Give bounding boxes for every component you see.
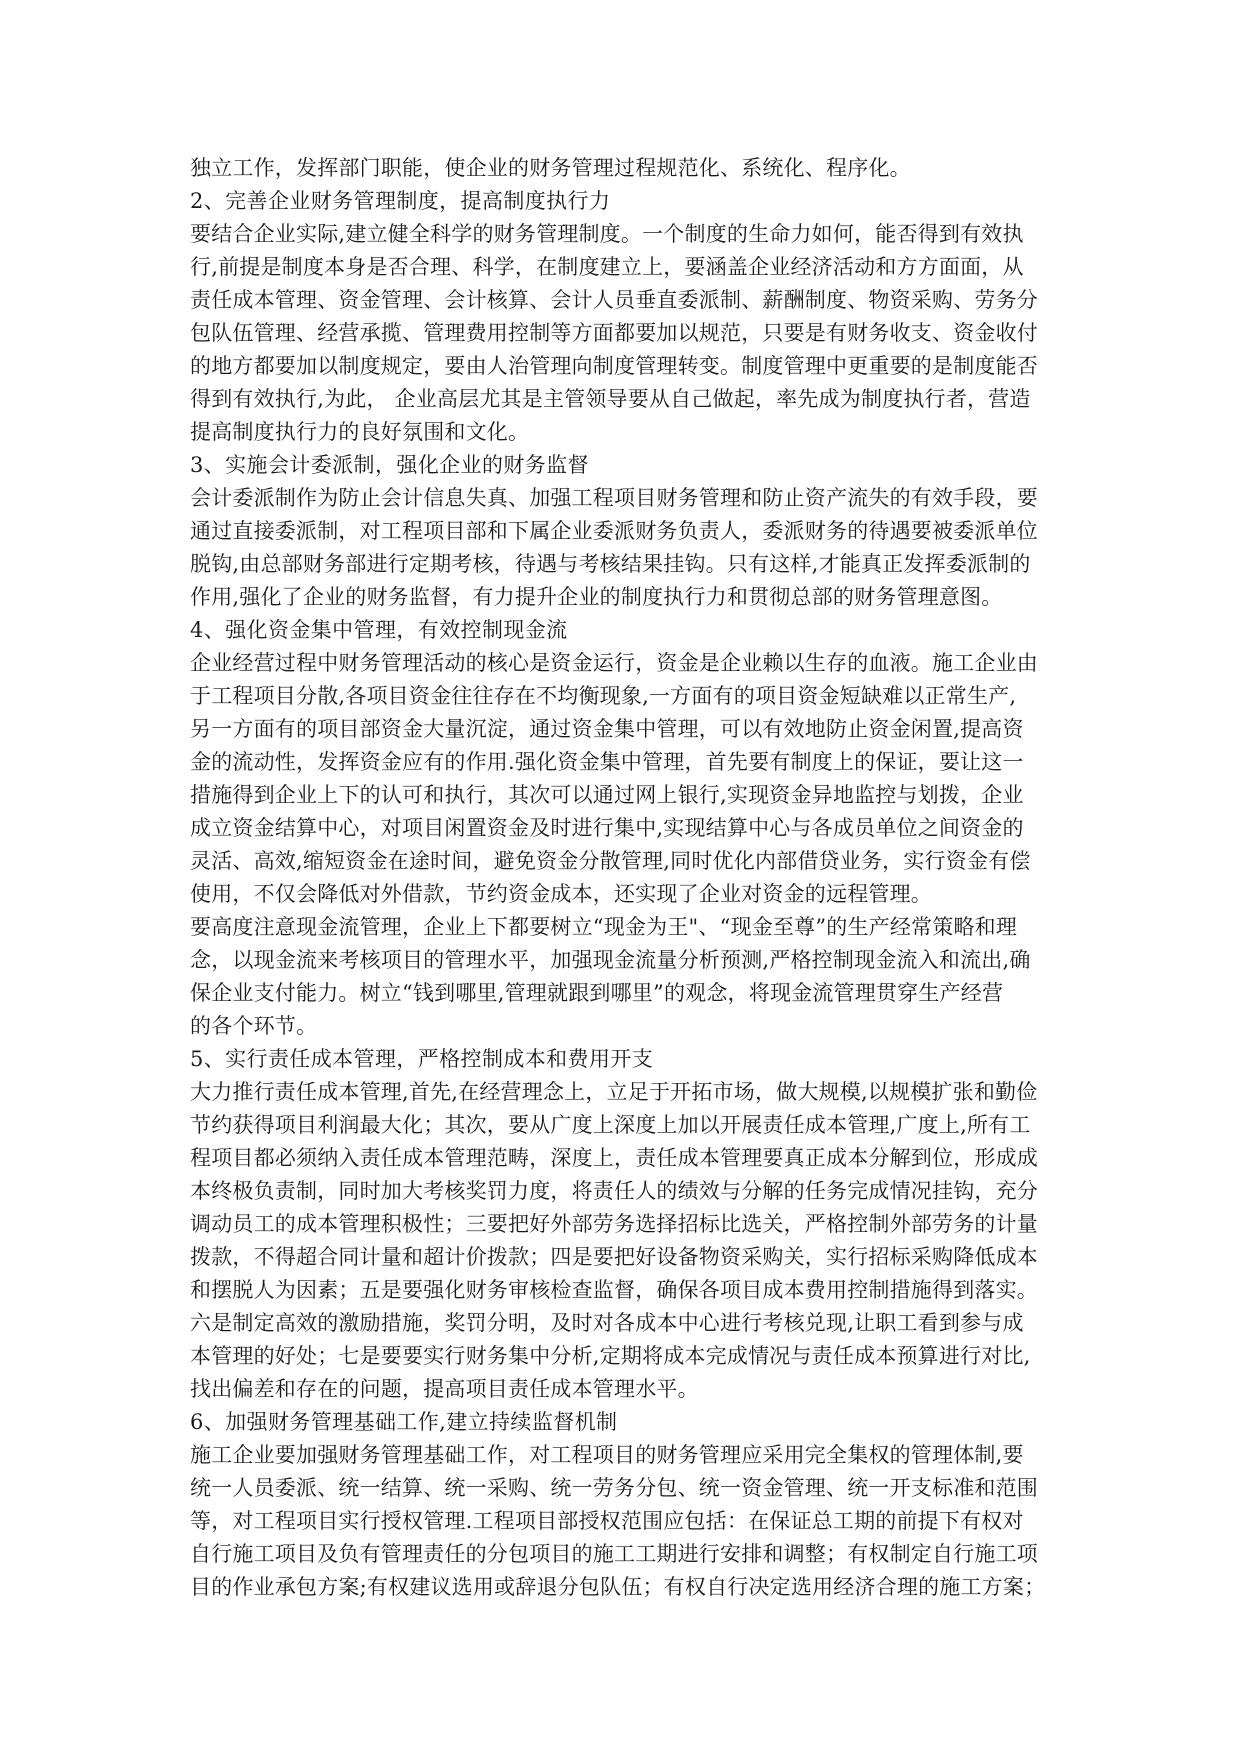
text-line: 等，对工程项目实行授权管理.工程项目部授权范围应包括：在保证总工期的前提下有权对 — [190, 1509, 1024, 1533]
section-heading: 2、完善企业财务管理制度，提高制度执行力 — [190, 189, 611, 213]
text-line: 脱钩,由总部财务部进行定期考核，待遇与考核结果挂钩。只有这样,才能真正发挥委派制的 — [190, 552, 1031, 576]
text-line: 要结合企业实际,建立健全科学的财务管理制度。一个制度的生命力如何，能否得到有效执 — [190, 222, 1024, 246]
text-line: 施工企业要加强财务管理基础工作，对工程项目的财务管理应采用完全集权的管理体制,要 — [190, 1443, 1024, 1467]
text-line: 程项目都必须纳入责任成本管理范畴，深度上，责任成本管理要真正成本分解到位，形成成 — [190, 1146, 1038, 1170]
section-heading: 6、加强财务管理基础工作,建立持续监督机制 — [190, 1410, 618, 1434]
text-line: 念，以现金流来考核项目的管理水平，加强现金流量分析预测,严格控制现金流入和流出,确 — [190, 948, 1031, 972]
text-line: 灵活、高效,缩短资金在途时间，避免资金分散管理,同时优化内部借贷业务，实行资金有偿 — [190, 849, 1031, 873]
text-line: 和摆脱人为因素；五是要强化财务审核检查监督，确保各项目成本费用控制措施得到落实。 — [190, 1278, 1038, 1302]
text-line: 责任成本管理、资金管理、会计核算、会计人员垂直委派制、薪酬制度、物资采购、劳务分 — [190, 288, 1038, 312]
text-line: 的各个环节。 — [190, 1014, 318, 1038]
text-line: 节约获得项目利润最大化；其次，要从广度上深度上加以开展责任成本管理,广度上,所有工 — [190, 1113, 1031, 1137]
text-line: 另一方面有的项目部资金大量沉淀，通过资金集中管理，可以有效地防止资金闲置,提高资 — [190, 717, 1024, 741]
section-heading: 3、实施会计委派制，强化企业的财务监督 — [190, 453, 589, 477]
section-heading: 4、强化资金集中管理，有效控制现金流 — [190, 618, 568, 642]
text-line: 于工程项目分散,各项目资金往往存在不均衡现象,一方面有的项目资金短缺难以正常生产, — [190, 684, 1017, 708]
text-line: 保企业支付能力。树立“钱到哪里,管理就跟到哪里”的观念，将现金流管理贯穿生产经营 — [190, 981, 1004, 1005]
text-line: 的地方都要加以制度规定，要由人治管理向制度管理转变。制度管理中更重要的是制度能否 — [190, 354, 1038, 378]
text-line: 找出偏差和存在的问题，提高项目责任成本管理水平。 — [190, 1377, 699, 1401]
text-line: 自行施工项目及负有管理责任的分包项目的施工工期进行安排和调整；有权制定自行施工项 — [190, 1542, 1038, 1566]
section-heading: 5、实行责任成本管理，严格控制成本和费用开支 — [190, 1047, 654, 1071]
text-line: 使用，不仅会降低对外借款，节约资金成本，还实现了企业对资金的远程管理。 — [190, 882, 932, 906]
text-line: 六是制定高效的激励措施，奖罚分明，及时对各成本中心进行考核兑现,让职工看到参与成 — [190, 1311, 1024, 1335]
text-line: 独立工作，发挥部门职能，使企业的财务管理过程规范化、系统化、程序化。 — [190, 156, 911, 180]
text-line: 通过直接委派制，对工程项目部和下属企业委派财务负责人，委派财务的待遇要被委派单位 — [190, 519, 1038, 543]
text-line: 包队伍管理、经营承揽、管理费用控制等方面都要加以规范，只要是有财务收支、资金收付 — [190, 321, 1038, 345]
text-line: 本终极负责制，同时加大考核奖罚力度，将责任人的绩效与分解的任务完成情况挂钩，充分 — [190, 1179, 1038, 1203]
text-line: 要高度注意现金流管理，企业上下都要树立“现金为王"、“现金至尊”的生产经常策略和理 — [190, 915, 1018, 939]
document-page — [190, 152, 1054, 1604]
text-line: 拨款，不得超合同计量和超计价拨款；四是要把好设备物资采购关，实行招标采购降低成本 — [190, 1245, 1038, 1269]
text-line: 得到有效执行,为此， 企业高层尤其是主管领导要从自己做起，率先成为制度执行者，营造 — [190, 387, 1031, 411]
text-line: 金的流动性，发挥资金应有的作用.强化资金集中管理，首先要有制度上的保证，要让这一 — [190, 750, 1024, 774]
text-line: 行,前提是制度本身是否合理、科学，在制度建立上，要涵盖企业经济活动和方方面面，从 — [190, 255, 1024, 279]
text-line: 大力推行责任成本管理,首先,在经营理念上，立足于开拓市场，做大规模,以规模扩张和勤俭 — [190, 1080, 1038, 1104]
text-line: 统一人员委派、统一结算、统一采购、统一劳务分包、统一资金管理、统一开支标准和范围 — [190, 1476, 1038, 1500]
text-line: 提高制度执行力的良好氛围和文化。 — [190, 420, 530, 444]
text-line: 目的作业承包方案;有权建议选用或辞退分包队伍；有权自行决定选用经济合理的施工方案； — [190, 1575, 1046, 1599]
text-line: 调动员工的成本管理积极性；三要把好外部劳务选择招标比选关，严格控制外部劳务的计量 — [190, 1212, 1038, 1236]
text-line: 会计委派制作为防止会计信息失真、加强工程项目财务管理和防止资产流失的有效手段，要 — [190, 486, 1038, 510]
text-line: 作用,强化了企业的财务监督，有力提升企业的制度执行力和贯彻总部的财务管理意图。 — [190, 585, 1003, 609]
text-line: 措施得到企业上下的认可和执行，其次可以通过网上银行,实现资金异地监控与划拨，企业 — [190, 783, 1024, 807]
text-line: 本管理的好处；七是要要实行财务集中分析,定期将成本完成情况与责任成本预算进行对比, — [190, 1344, 1031, 1368]
text-line: 企业经营过程中财务管理活动的核心是资金运行，资金是企业赖以生存的血液。施工企业由 — [190, 651, 1038, 675]
text-line: 成立资金结算中心，对项目闲置资金及时进行集中,实现结算中心与各成员单位之间资金的 — [190, 816, 1024, 840]
